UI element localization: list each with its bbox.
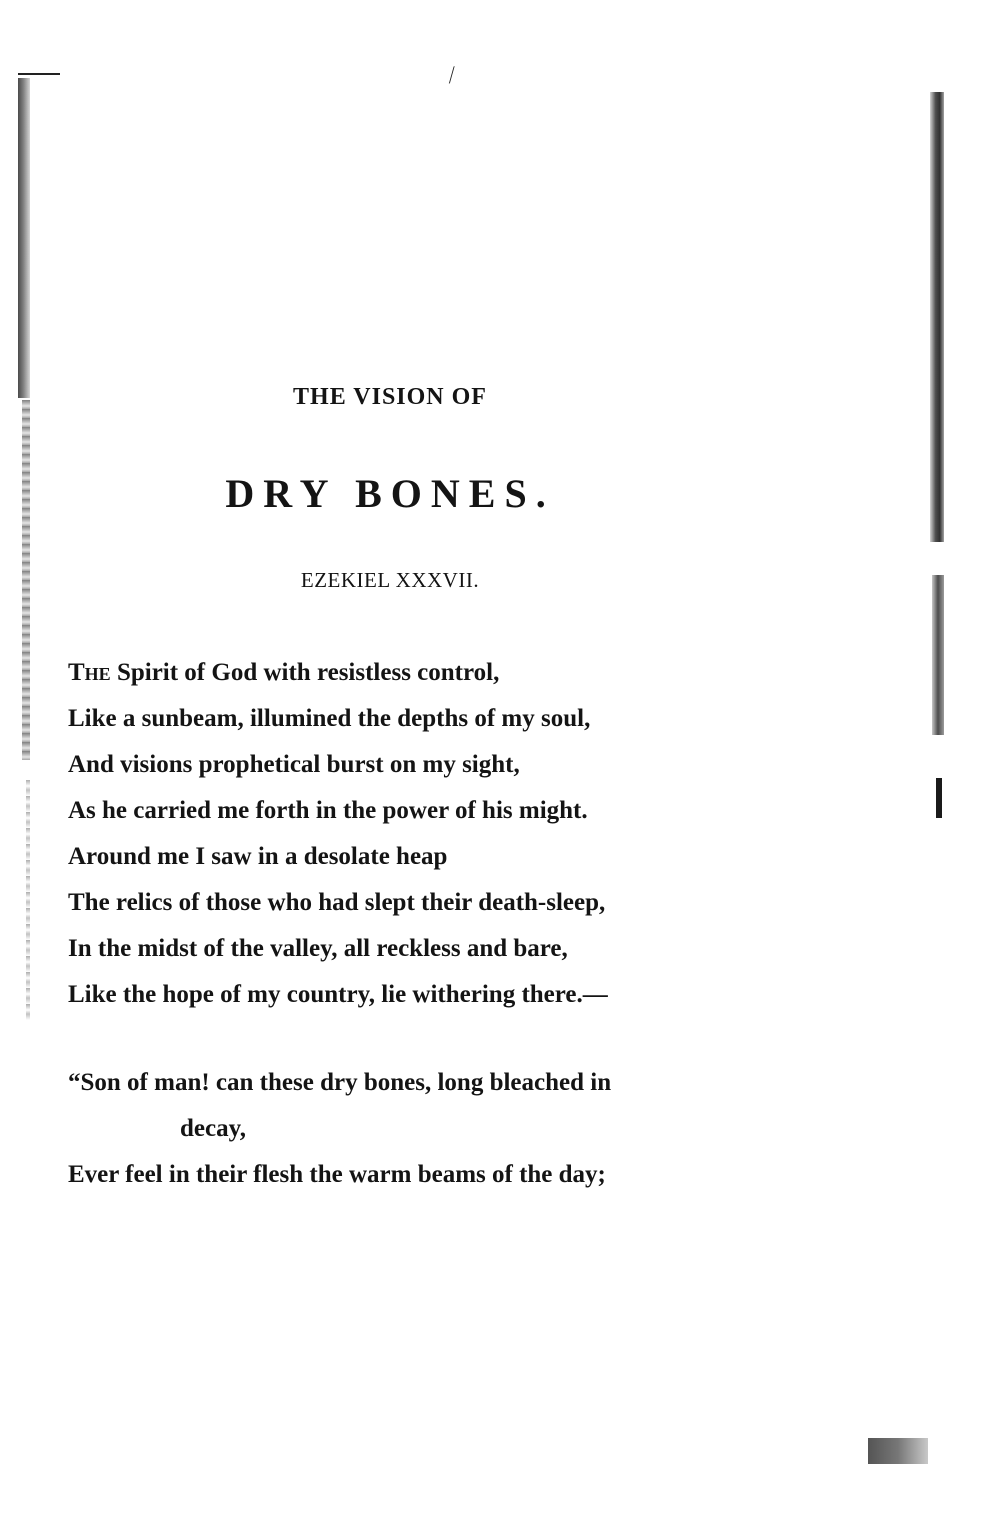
poem-line-continuation: decay, <box>180 1115 246 1142</box>
scan-pen-mark: ⁄ <box>445 62 458 87</box>
poem-line: “Son of man! can these dry bones, long bleached in <box>68 1069 612 1096</box>
scan-gutter-shadow-right-lower <box>932 575 944 735</box>
scan-edge-rule <box>18 73 60 75</box>
scan-gutter-shadow-left <box>18 78 30 398</box>
stanza-1 <box>68 650 748 1018</box>
drop-word: The <box>68 659 111 686</box>
poem-line: Like a sunbeam, illumined the depths of my soul, <box>68 705 591 732</box>
poem-line: Ever feel in their flesh the warm beams of the day; <box>68 1161 606 1188</box>
poem-line: The relics of those who had slept their death-sleep, <box>68 889 606 916</box>
poem-line <box>68 650 748 696</box>
scan-gutter-shadow-right <box>930 92 944 542</box>
poem-line: Like the hope of my country, lie withering there.— <box>68 981 608 1008</box>
poem-line: In the midst of the valley, all reckless and bare, <box>68 935 568 962</box>
scan-gutter-mark-right <box>936 778 942 818</box>
scan-corner-smudge <box>868 1438 928 1464</box>
poem-line: Around me I saw in a desolate heap <box>68 843 448 870</box>
scripture-reference: EZEKIEL XXXVII. <box>300 568 480 592</box>
stanza-2 <box>68 1060 748 1198</box>
poem-line-text: Spirit of God with resistless control, <box>110 659 500 686</box>
page-title: DRY BONES. <box>225 471 555 516</box>
poem-line: And visions prophetical burst on my sight, <box>68 751 520 778</box>
title-line-1: THE VISION OF <box>293 384 487 410</box>
poem-line: As he carried me forth in the power of his might. <box>68 797 588 824</box>
scan-gutter-speckle-left <box>26 780 30 1020</box>
